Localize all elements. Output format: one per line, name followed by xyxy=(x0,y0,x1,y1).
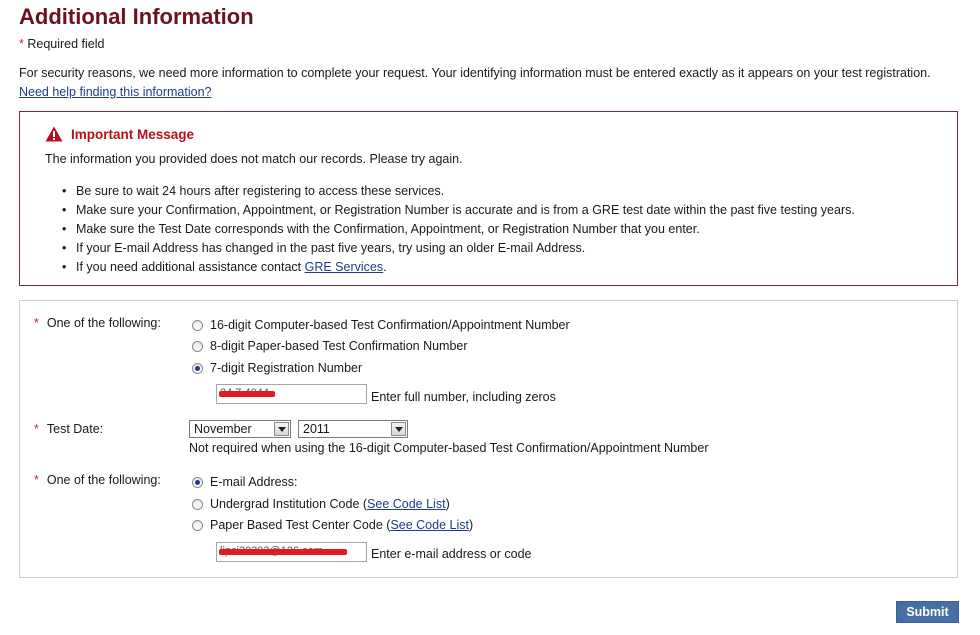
important-message-box xyxy=(19,111,958,286)
radio-8-digit-option[interactable] xyxy=(192,339,468,353)
list-item xyxy=(62,258,855,277)
required-star: * xyxy=(34,473,39,487)
radio-8-digit-label: 8-digit Paper-based Test Confirmation Number xyxy=(210,339,468,353)
radio-undergrad-label xyxy=(210,497,450,511)
required-star: * xyxy=(34,316,39,330)
email-or-code-hint: Enter e-mail address or code xyxy=(371,547,532,561)
test-date-month-select[interactable] xyxy=(189,420,291,438)
contact-suffix: . xyxy=(383,260,387,274)
see-code-list-link[interactable]: See Code List xyxy=(390,518,469,532)
test-date-year-select[interactable] xyxy=(298,420,408,438)
warning-icon xyxy=(45,126,63,142)
number-section-label-text: One of the following: xyxy=(46,316,161,330)
radio-paper-center-label xyxy=(210,518,473,532)
close-paren: ) xyxy=(468,518,474,532)
important-message-title-text: Important Message xyxy=(71,126,195,142)
contact-section-label xyxy=(34,473,161,487)
chevron-down-icon[interactable] xyxy=(274,422,289,436)
list-item: • Make sure your Confirmation, Appointment, or Registration Number is accurate and is from a GRE test date within the past five testing years. xyxy=(62,201,855,220)
radio-16-digit-option[interactable] xyxy=(192,318,570,332)
test-date-year-value: 2011 xyxy=(303,422,330,436)
radio-email-option[interactable] xyxy=(192,475,298,489)
gre-services-link[interactable]: GRE Services xyxy=(304,260,384,274)
test-date-label xyxy=(34,422,103,436)
intro-text: For security reasons, we need more information to complete your request. Your identifying information must be entered exactly as it appears on your test registration. xyxy=(19,66,931,80)
chevron-down-icon[interactable] xyxy=(391,422,406,436)
radio-16-digit[interactable] xyxy=(192,320,203,331)
contact-prefix: If you need additional assistance contact xyxy=(76,260,305,274)
submit-button[interactable]: Submit xyxy=(896,601,959,623)
radio-paper-center-option[interactable] xyxy=(192,518,473,532)
required-field-note xyxy=(19,37,105,51)
identification-form xyxy=(19,300,958,578)
test-date-label-text: Test Date: xyxy=(46,422,104,436)
contact-section-label-text: One of the following: xyxy=(46,473,161,487)
radio-16-digit-label: 16-digit Computer-based Test Confirmation/Appointment Number xyxy=(210,318,570,332)
required-star: * xyxy=(34,422,39,436)
registration-number-hint: Enter full number, including zeros xyxy=(371,390,556,404)
email-or-code-input[interactable] xyxy=(216,542,367,562)
list-item: • Make sure the Test Date corresponds with the Confirmation, Appointment, or Registration Number that you enter. xyxy=(62,220,855,239)
required-star: * xyxy=(19,37,24,51)
radio-7-digit-option[interactable] xyxy=(192,361,362,375)
radio-email[interactable] xyxy=(192,477,203,488)
redaction-mark xyxy=(219,391,275,397)
radio-8-digit[interactable] xyxy=(192,341,203,352)
radio-undergrad[interactable] xyxy=(192,499,203,510)
important-message-title xyxy=(45,126,194,142)
important-message-text: The information you provided does not match our records. Please try again. xyxy=(45,152,463,166)
radio-7-digit[interactable] xyxy=(192,363,203,374)
required-field-label: Required field xyxy=(27,37,105,51)
page-title: Additional Information xyxy=(19,4,254,29)
undergrad-label-text: Undergrad Institution Code ( xyxy=(210,497,368,511)
radio-7-digit-label: 7-digit Registration Number xyxy=(210,361,363,375)
help-finding-info-link[interactable]: Need help finding this information? xyxy=(19,85,212,99)
radio-paper-center[interactable] xyxy=(192,520,203,531)
paper-label-text: Paper Based Test Center Code ( xyxy=(210,518,391,532)
radio-undergrad-option[interactable] xyxy=(192,497,450,511)
see-code-list-link[interactable]: See Code List xyxy=(367,497,446,511)
list-item: • Be sure to wait 24 hours after registering to access these services. xyxy=(62,182,855,201)
test-date-note: Not required when using the 16-digit Computer-based Test Confirmation/Appointment Number xyxy=(189,441,709,455)
message-bullet-list xyxy=(62,182,855,277)
close-paren: ) xyxy=(445,497,450,511)
radio-email-label: E-mail Address: xyxy=(210,475,298,489)
registration-number-input[interactable] xyxy=(216,384,367,404)
number-section-label xyxy=(34,316,161,330)
test-date-month-value: November xyxy=(194,422,252,436)
redaction-mark xyxy=(219,549,347,555)
list-item: • If your E-mail Address has changed in the past five years, try using an older E-mail Address. xyxy=(62,239,855,258)
